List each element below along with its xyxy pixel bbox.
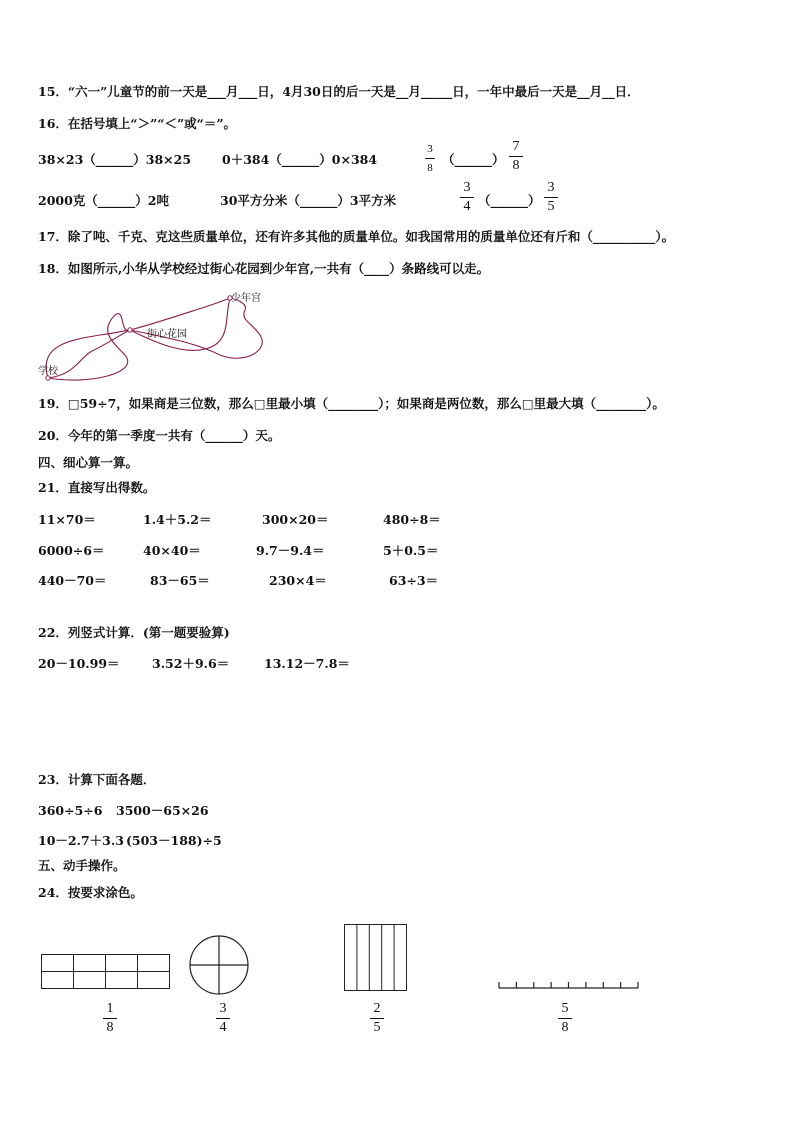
q16-compare-4: 2000克（______）2吨 [38, 193, 169, 208]
q21-item: 6000÷6＝ [38, 543, 105, 558]
q21-item: 83－65＝ [150, 573, 210, 588]
q22-item: 20－10.99＝ [38, 656, 120, 671]
numerator: 3 [219, 1001, 227, 1016]
q24-fraction-5-8 [558, 1001, 572, 1036]
denominator: 8 [561, 1020, 569, 1035]
q21-item: 440－70＝ [38, 573, 107, 588]
denominator: 4 [463, 199, 471, 214]
denominator: 8 [106, 1020, 114, 1035]
question-23-title: 23．计算下面各题． [38, 772, 156, 787]
fraction-bar [425, 158, 435, 159]
numerator: 2 [373, 1001, 381, 1016]
denominator: 8 [512, 158, 520, 173]
question-22-title: 22．列竖式计算．(第一题要验算) [38, 625, 230, 640]
q22-item: 3.52＋9.6＝ [152, 656, 230, 671]
numerator: 3 [427, 143, 433, 155]
denominator: 5 [373, 1020, 381, 1035]
q16-compare-5: 30平方分米（______）3平方米 [220, 193, 397, 208]
q23-item: 10－2.7＋3.3 [38, 833, 124, 848]
question-19: 19．□59÷7，如果商是三位数，那么□里最小填（________）；如果商是两位数，那么□里最大填（________）。 [38, 396, 665, 411]
q16-fraction-3-5 [544, 180, 558, 215]
fraction-bar [216, 1018, 230, 1019]
q21-item: 9.7－9.4＝ [256, 543, 325, 558]
label-garden: 街心花园 [147, 329, 187, 340]
q22-item: 13.12－7.8＝ [264, 656, 350, 671]
garden-point [128, 328, 132, 332]
question-16-title: 16．在括号填上“＞”“＜”或“＝”。 [38, 116, 237, 131]
numerator: 1 [106, 1001, 114, 1016]
q16-compare-1: 38×23（______）38×25 [38, 152, 192, 167]
fraction-bar [558, 1018, 572, 1019]
fraction-bar [544, 197, 558, 198]
numerator: 3 [463, 180, 471, 195]
rectangle-eighths [41, 954, 171, 990]
q16-fraction-3-4 [460, 180, 474, 215]
q21-item: 63÷3＝ [389, 573, 439, 588]
question-20: 20．今年的第一季度一共有（______）天。 [38, 428, 281, 443]
rectangle-fifths [344, 924, 408, 992]
fraction-bar [460, 197, 474, 198]
label-palace: 少年宫 [231, 293, 261, 304]
label-school: 学校 [38, 366, 58, 377]
fraction-bar [509, 156, 523, 157]
denominator: 4 [219, 1020, 227, 1035]
denominator: 8 [427, 162, 433, 174]
question-21-title: 21．直接写出得数。 [38, 480, 156, 495]
q21-item: 1.4＋5.2＝ [143, 512, 212, 527]
q24-fraction-3-4 [216, 1001, 230, 1036]
denominator: 5 [547, 199, 555, 214]
q16-fraction-3-8 [425, 141, 435, 176]
question-15: 15．“六一”儿童节的前一天是___月___日，4月30日的后一天是__月_____日，一年中最后一天是__月__日． [38, 84, 640, 99]
q21-item: 230×4＝ [269, 573, 327, 588]
q24-fraction-2-5 [370, 1001, 384, 1036]
section-4-heading: 四、细心算一算。 [38, 455, 139, 470]
q16-blank-3: （______） [442, 152, 505, 167]
circle-quarters [188, 934, 250, 996]
fraction-bar [103, 1018, 117, 1019]
segmented-line-eighths [498, 976, 640, 990]
numerator: 7 [512, 139, 520, 154]
q16-fraction-7-8 [509, 139, 523, 174]
q21-item: 11×70＝ [38, 512, 96, 527]
fraction-bar [370, 1018, 384, 1019]
q23-item: 360÷5÷6 [38, 803, 103, 818]
question-17: 17．除了吨、千克、克这些质量单位，还有许多其他的质量单位。如我国常用的质量单位还有斤和（__________）。 [38, 229, 675, 244]
q21-item: 300×20＝ [262, 512, 329, 527]
q23-item: 3500－65×26 [116, 803, 209, 818]
question-18: 18．如图所示,小华从学校经过街心花园到少年宫,一共有（____）条路线可以走。 [38, 261, 490, 276]
numerator: 3 [547, 180, 555, 195]
q16-blank-6: （______） [478, 193, 541, 208]
q16-compare-2: 0＋384（______）0×384 [222, 152, 378, 167]
q21-item: 40×40＝ [143, 543, 201, 558]
question-24-title: 24．按要求涂色。 [38, 885, 143, 900]
q21-item: 480÷8＝ [383, 512, 441, 527]
numerator: 5 [561, 1001, 569, 1016]
section-5-heading: 五、动手操作。 [38, 858, 126, 873]
q24-fraction-1-8 [103, 1001, 117, 1036]
q21-item: 5＋0.5＝ [383, 543, 439, 558]
q23-item: (503－188)÷5 [126, 833, 222, 848]
